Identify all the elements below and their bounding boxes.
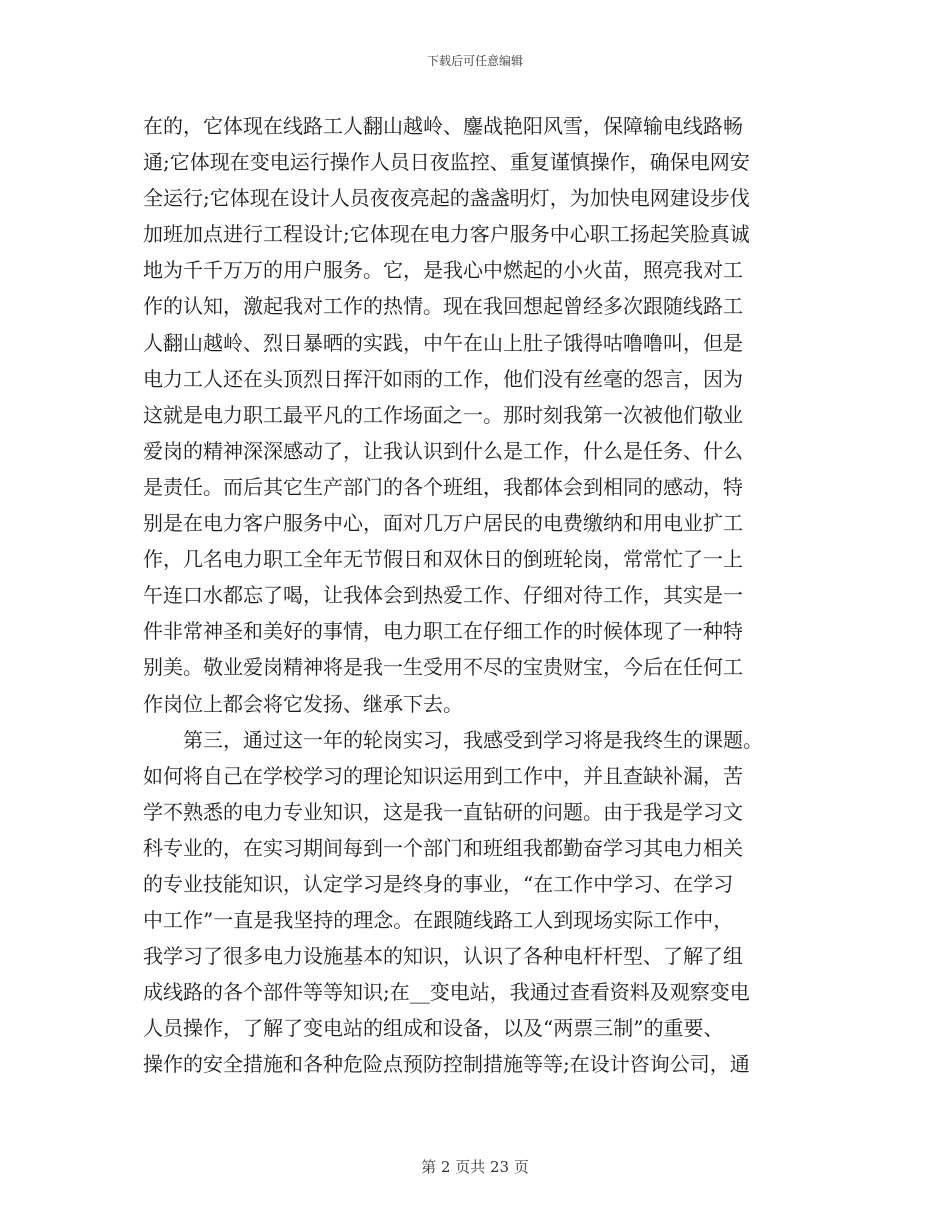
text-line: 如何将自己在学校学习的理论知识运用到工作中，并且查缺补漏，苦 [143, 763, 743, 788]
text-line: 是责任。而后其它生产部门的各个班组，我都体会到相同的感动，特 [143, 474, 743, 499]
text-line: 人翻山越岭、烈日暴晒的实践，中午在山上肚子饿得咕噜噜叫，但是 [143, 330, 743, 355]
text-line: 作，几名电力职工全年无节假日和双休日的倒班轮岗，常常忙了一上 [143, 547, 743, 572]
text-line: 别是在电力客户服务中心，面对几万户居民的电费缴纳和用电业扩工 [143, 511, 743, 536]
text-line: 地为千千万万的用户服务。它，是我心中燃起的小火苗，照亮我对工 [143, 258, 743, 283]
text-line: 作岗位上都会将它发扬、继承下去。 [143, 691, 463, 716]
text-line: 我学习了很多电力设施基本的知识，认识了各种电杆杆型、了解了组 [143, 944, 743, 969]
paragraph-start-line: 第三，通过这一年的轮岗实习，我感受到学习将是我终生的课题。 [183, 727, 763, 752]
text-line: 午连口水都忘了喝，让我体会到热爱工作、仔细对待工作，其实是一 [143, 583, 743, 608]
page-number-footer: 第 2 页共 23 页 [421, 1158, 529, 1176]
text-line: 成线路的各个部件等等知识;在__变电站，我通过查看资料及观察变电 [143, 980, 750, 1005]
text-line: 在的，它体现在线路工人翻山越岭、鏖战艳阳风雪，保障输电线路畅 [143, 114, 743, 138]
text-line: 这就是电力职工最平凡的工作场面之一。那时刻我第一次被他们敬业 [143, 402, 743, 427]
text-line: 科专业的，在实习期间每到一个部门和班组我都勤奋学习其电力相关 [143, 835, 743, 860]
page-header: 下载后可任意编辑 [426, 54, 523, 68]
text-line: 件非常神圣和美好的事情，电力职工在仔细工作的时候体现了一种特 [143, 619, 743, 644]
text-line: 的专业技能知识，认定学习是终身的事业，“在工作中学习、在学习 [143, 871, 734, 896]
text-line: 学不熟悉的电力专业知识，这是我一直钻研的问题。由于我是学习文 [143, 799, 743, 824]
text-line: 通;它体现在变电运行操作人员日夜监控、重复谨慎操作，确保电网安 [143, 150, 750, 175]
body-text [143, 108, 823, 1083]
text-line: 人员操作，了解了变电站的组成和设备，以及“两票三制”的重要、 [143, 1016, 724, 1041]
text-line: 中工作”一直是我坚持的理念。在跟随线路工人到现场实际工作中， [143, 908, 734, 933]
text-line: 爱岗的精神深深感动了，让我认识到什么是工作，什么是任务、什么 [143, 438, 743, 463]
text-line: 全运行;它体现在设计人员夜夜亮起的盏盏明灯，为加快电网建设步伐 [143, 186, 750, 211]
text-line: 加班加点进行工程设计;它体现在电力客户服务中心职工扬起笑脸真诚 [143, 222, 750, 247]
text-line: 电力工人还在头顶烈日挥汗如雨的工作，他们没有丝毫的怨言，因为 [143, 366, 743, 391]
text-line: 别美。敬业爱岗精神将是我一生受用不尽的宝贵财宝，今后在任何工 [143, 655, 743, 680]
text-line: 作的认知，激起我对工作的热情。现在我回想起曾经多次跟随线路工 [143, 294, 743, 319]
text-line: 操作的安全措施和各种危险点预防控制措施等等;在设计咨询公司，通 [143, 1052, 750, 1077]
